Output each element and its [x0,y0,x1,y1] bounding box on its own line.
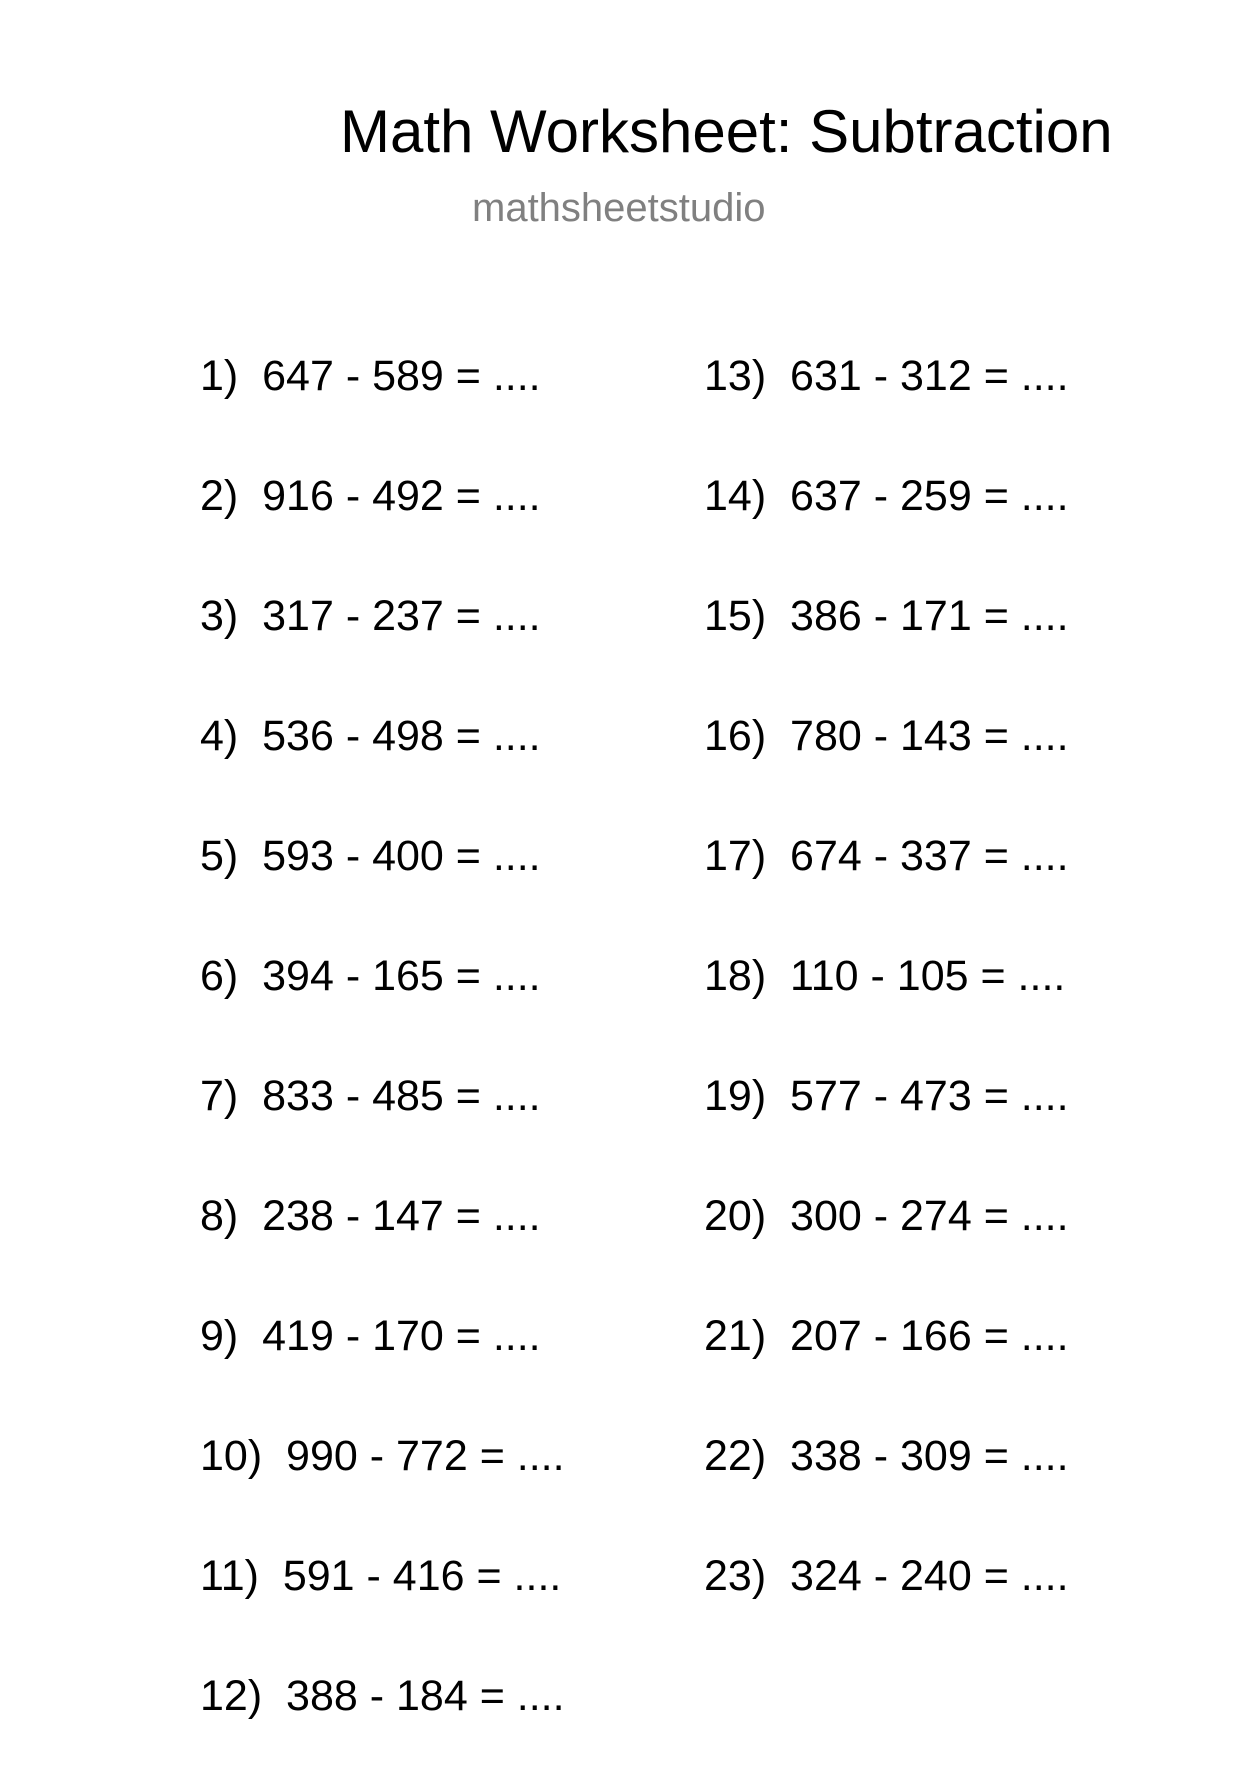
problem-17: 17) 674 - 337 = .... [704,832,1069,880]
problem-1: 1) 647 - 589 = .... [200,352,541,400]
problem-20: 20) 300 - 274 = .... [704,1192,1069,1240]
problem-5: 5) 593 - 400 = .... [200,832,541,880]
problem-19: 19) 577 - 473 = .... [704,1072,1069,1120]
problem-9: 9) 419 - 170 = .... [200,1312,541,1360]
worksheet-title: Math Worksheet: Subtraction [340,98,1113,165]
problem-18: 18) 110 - 105 = .... [704,952,1066,1000]
problem-2: 2) 916 - 492 = .... [200,472,541,520]
problem-6: 6) 394 - 165 = .... [200,952,541,1000]
problem-22: 22) 338 - 309 = .... [704,1432,1069,1480]
problem-3: 3) 317 - 237 = .... [200,592,541,640]
problem-11: 11) 591 - 416 = .... [200,1552,562,1600]
problem-23: 23) 324 - 240 = .... [704,1552,1069,1600]
problems-column-right [704,352,1069,1672]
problem-12: 12) 388 - 184 = .... [200,1672,565,1720]
worksheet-source: mathsheetstudio [472,186,766,230]
problems-column-left [200,352,565,1792]
problem-7: 7) 833 - 485 = .... [200,1072,541,1120]
problem-15: 15) 386 - 171 = .... [704,592,1069,640]
problem-8: 8) 238 - 147 = .... [200,1192,541,1240]
problem-16: 16) 780 - 143 = .... [704,712,1069,760]
problem-14: 14) 637 - 259 = .... [704,472,1069,520]
problem-21: 21) 207 - 166 = .... [704,1312,1069,1360]
problem-13: 13) 631 - 312 = .... [704,352,1069,400]
problem-4: 4) 536 - 498 = .... [200,712,541,760]
problem-10: 10) 990 - 772 = .... [200,1432,565,1480]
